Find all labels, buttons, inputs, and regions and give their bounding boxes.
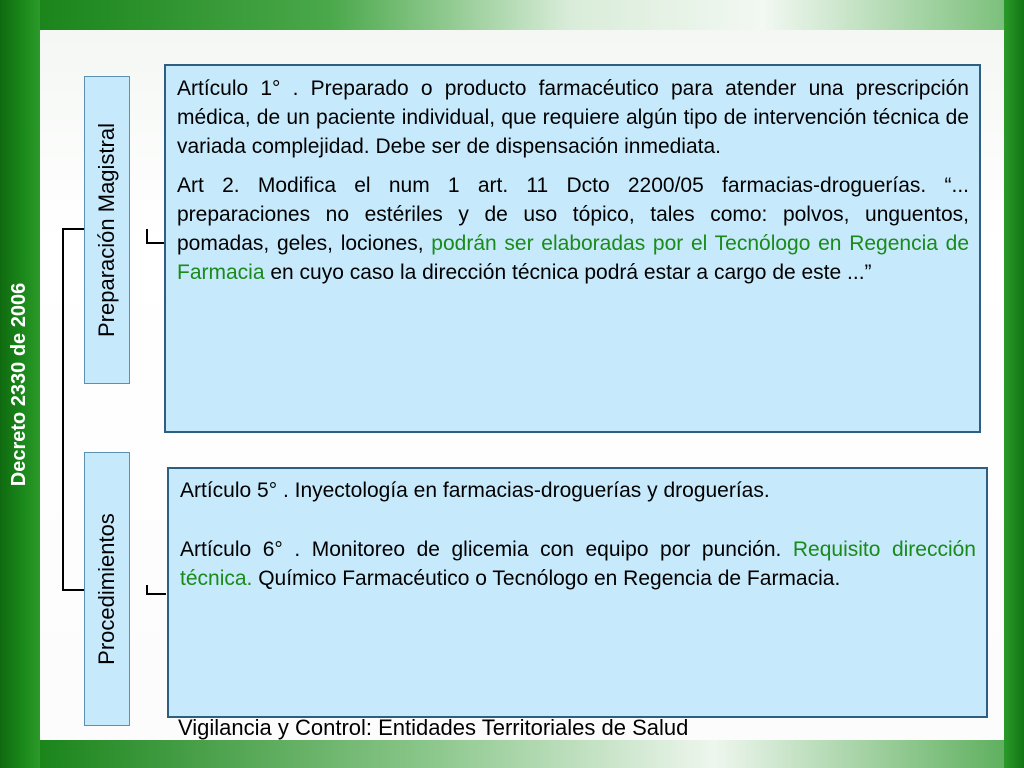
connector-main-bottom: [62, 589, 84, 591]
articulo-2-part2: en cuyo caso la dirección técnica podrá estar a cargo de este ...”: [264, 261, 872, 284]
content-box-procedimientos: [167, 467, 988, 718]
articulo-2-text: [177, 171, 969, 287]
articulo-6-part1: Artículo 6° . Monitoreo de glicemia con equipo por punción.: [180, 538, 793, 561]
footer-vigilancia-text: Vigilancia y Control: Entidades Territoriales de Salud: [178, 715, 689, 740]
right-green-band: [1004, 0, 1024, 768]
connector-main-top: [62, 228, 84, 230]
label-procedimientos-text: Procedimientos: [94, 513, 120, 665]
connector-box2-horizontal: [146, 593, 166, 595]
sidebar-title: [0, 0, 40, 768]
articulo-5-text: Artículo 5° . Inyectología en farmacias-droguerías y droguerías.: [180, 479, 770, 502]
content-box-preparacion: [164, 64, 981, 433]
connector-box1-horizontal: [146, 242, 166, 244]
articulo-6-highlight: Requisito dirección técnica.: [180, 538, 976, 590]
top-gradient-band: [40, 0, 1004, 30]
articulo-1-text: Artículo 1° . Preparado o producto farmacéutico para atender una prescripción médica, de un paciente individual, que requiere algún tipo de intervención técnica de variada complejidad. Debe ser de dispensación inmediata.: [177, 77, 969, 158]
bottom-gradient-band: [40, 740, 1004, 768]
sidebar-title-text: Decreto 2330 de 2006: [8, 282, 31, 486]
articulo-6-text: [180, 535, 976, 593]
articulo-2-part1: Art 2. Modifica el num 1 art. 11 Dcto 2200/05 farmacias-droguerías. “... preparaciones no estériles y de uso tópico, tales como: polvos, unguentos, pomadas, geles, lociones,: [177, 174, 969, 255]
articulo-6-part2: Químico Farmacéutico o Tecnólogo en Regencia de Farmacia.: [252, 567, 841, 590]
label-preparacion-magistral: [84, 76, 130, 384]
label-procedimientos: [84, 452, 130, 726]
connector-main-vertical: [62, 228, 64, 591]
label-preparacion-text: Preparación Magistral: [94, 123, 120, 337]
articulo-2-highlight: podrán ser elaboradas por el Tecnólogo en Regencia de Farmacia: [177, 232, 969, 284]
